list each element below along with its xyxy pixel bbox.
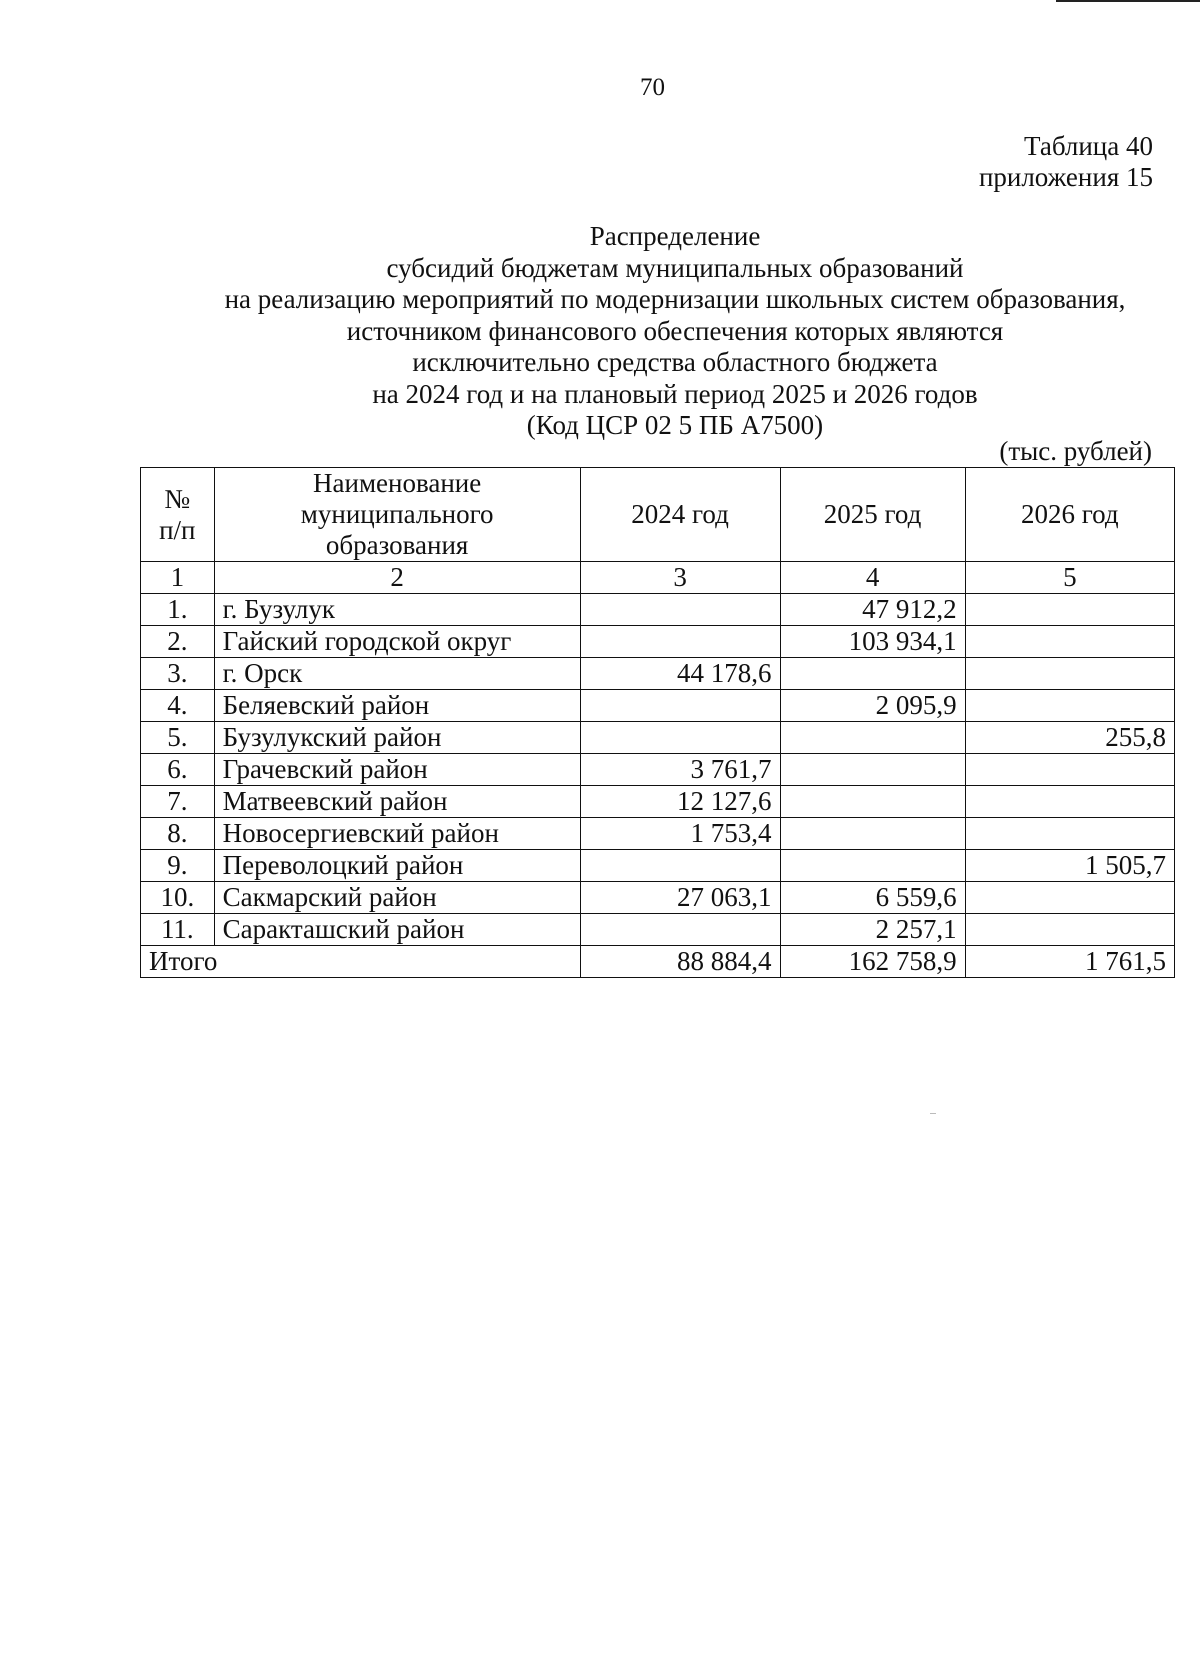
- row-number: 8.: [141, 818, 215, 850]
- header-2025: 2025 год: [780, 468, 965, 562]
- value-2024: 12 127,6: [580, 786, 780, 818]
- municipality-name: Бузулукский район: [214, 722, 580, 754]
- table-row: [141, 786, 1175, 818]
- row-number: 2.: [141, 626, 215, 658]
- row-number: 7.: [141, 786, 215, 818]
- row-number: 11.: [141, 914, 215, 946]
- municipality-name: Гайский городской округ: [214, 626, 580, 658]
- header-2024: 2024 год: [580, 468, 780, 562]
- row-number: 1.: [141, 594, 215, 626]
- municipality-name: Беляевский район: [214, 690, 580, 722]
- value-2026: [965, 754, 1174, 786]
- title-line: Распределение: [589, 221, 761, 251]
- scan-speck: [930, 1113, 936, 1114]
- value-2026: 1 505,7: [965, 850, 1174, 882]
- header-2026: 2026 год: [965, 468, 1174, 562]
- value-2026: [965, 658, 1174, 690]
- row-number: 5.: [141, 722, 215, 754]
- header-number: № п/п: [141, 468, 215, 562]
- title-line: (Код ЦСР 02 5 ПБ А7500): [526, 410, 824, 440]
- units-label: (тыс. рублей): [999, 436, 1152, 466]
- municipality-name: Грачевский район: [214, 754, 580, 786]
- total-2024: 88 884,4: [580, 946, 780, 978]
- total-label: Итого: [141, 946, 581, 978]
- value-2025: 6 559,6: [780, 882, 965, 914]
- page-number: 70: [640, 74, 665, 101]
- total-2025: 162 758,9: [780, 946, 965, 978]
- row-number: 4.: [141, 690, 215, 722]
- value-2024: 27 063,1: [580, 882, 780, 914]
- table-row: [141, 658, 1175, 690]
- municipality-name: Саракташский район: [214, 914, 580, 946]
- value-2025: [780, 850, 965, 882]
- value-2026: [965, 818, 1174, 850]
- value-2025: [780, 658, 965, 690]
- table-row: [141, 914, 1175, 946]
- value-2025: 47 912,2: [780, 594, 965, 626]
- table-row: [141, 722, 1175, 754]
- value-2025: [780, 818, 965, 850]
- table-row: [141, 754, 1175, 786]
- municipality-name: Сакмарский район: [214, 882, 580, 914]
- value-2025: 2 095,9: [780, 690, 965, 722]
- municipality-name: г. Бузулук: [214, 594, 580, 626]
- value-2025: [780, 722, 965, 754]
- table-row: [141, 690, 1175, 722]
- value-2025: [780, 754, 965, 786]
- value-2024: [580, 690, 780, 722]
- column-index-row: [141, 562, 1175, 594]
- top-edge-rule: [1056, 0, 1200, 2]
- table-row: [141, 594, 1175, 626]
- value-2026: [965, 626, 1174, 658]
- value-2026: [965, 882, 1174, 914]
- column-index: 1: [141, 562, 215, 594]
- table-label-line2: приложения 15: [978, 162, 1153, 192]
- row-number: 3.: [141, 658, 215, 690]
- table-row: [141, 850, 1175, 882]
- value-2024: 1 753,4: [580, 818, 780, 850]
- value-2024: 44 178,6: [580, 658, 780, 690]
- subsidy-distribution-table: [140, 467, 1175, 978]
- table-label-line1: Таблица 40: [1024, 131, 1153, 161]
- value-2026: [965, 594, 1174, 626]
- title-line: исключительно средства областного бюджета: [412, 347, 938, 377]
- value-2026: [965, 914, 1174, 946]
- table-row: [141, 818, 1175, 850]
- table-header-row: [141, 468, 1175, 562]
- municipality-name: г. Орск: [214, 658, 580, 690]
- value-2024: [580, 626, 780, 658]
- value-2024: [580, 722, 780, 754]
- value-2026: [965, 786, 1174, 818]
- municipality-name: Переволоцкий район: [214, 850, 580, 882]
- value-2024: [580, 594, 780, 626]
- municipality-name: Матвеевский район: [214, 786, 580, 818]
- row-number: 9.: [141, 850, 215, 882]
- value-2026: [965, 690, 1174, 722]
- total-row: [141, 946, 1175, 978]
- value-2024: 3 761,7: [580, 754, 780, 786]
- total-2026: 1 761,5: [965, 946, 1174, 978]
- column-index: 5: [965, 562, 1174, 594]
- column-index: 4: [780, 562, 965, 594]
- title-line: субсидий бюджетам муниципальных образований: [386, 252, 964, 283]
- title-line: на 2024 год и на плановый период 2025 и 2026 годов: [372, 378, 978, 409]
- header-municipality: Наименование муниципального образования: [214, 468, 580, 562]
- document-title: [140, 221, 1200, 442]
- value-2025: 103 934,1: [780, 626, 965, 658]
- row-number: 10.: [141, 882, 215, 914]
- table-row: [141, 882, 1175, 914]
- row-number: 6.: [141, 754, 215, 786]
- municipality-name: Новосергиевский район: [214, 818, 580, 850]
- column-index: 2: [214, 562, 580, 594]
- value-2024: [580, 850, 780, 882]
- value-2025: [780, 786, 965, 818]
- column-index: 3: [580, 562, 780, 594]
- table-row: [141, 626, 1175, 658]
- value-2026: 255,8: [965, 722, 1174, 754]
- value-2025: 2 257,1: [780, 914, 965, 946]
- title-line: на реализацию мероприятий по модернизации школьных систем образования,: [224, 284, 1126, 314]
- title-line: источником финансового обеспечения которых являются: [346, 315, 1004, 346]
- value-2024: [580, 914, 780, 946]
